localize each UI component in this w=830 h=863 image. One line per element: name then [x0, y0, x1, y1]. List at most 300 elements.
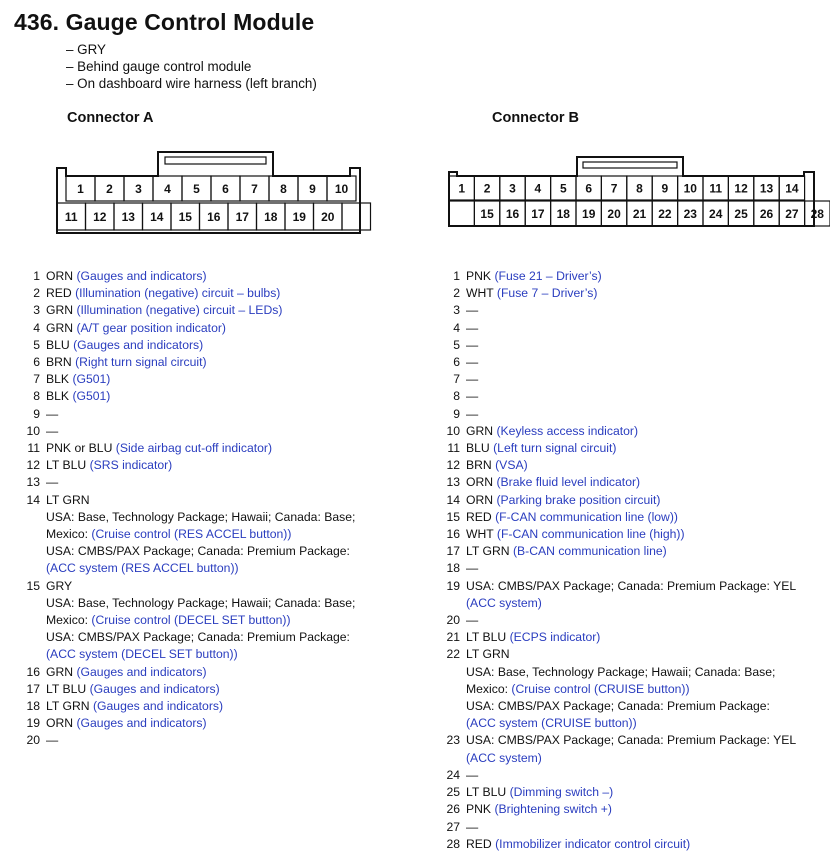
pin-line — [46, 354, 400, 371]
pin-entry — [20, 388, 400, 405]
pin-number: 2 — [33, 286, 40, 301]
wire-color: BLK — [46, 389, 70, 404]
wire-color: PNK or BLU — [46, 441, 113, 456]
pin-entry — [20, 492, 400, 578]
connector-a-pin-label: 7 — [251, 182, 258, 196]
wire-color: USA: Base, Technology Package; Hawaii; Canada: Base; — [46, 595, 356, 610]
circuit-description: (Dimming switch –) — [509, 785, 614, 800]
pin-line — [466, 732, 825, 749]
pin-entry — [440, 474, 825, 491]
connector-b-pin-label: 3 — [509, 181, 516, 196]
pin-number: 14 — [26, 492, 40, 507]
pin-entry — [20, 664, 400, 681]
pin-number: 12 — [446, 458, 460, 473]
pin-line — [466, 406, 825, 423]
wire-color: BRN — [466, 458, 492, 473]
wire-color: RED — [466, 836, 492, 851]
pin-number: 17 — [446, 544, 460, 559]
pin-number: 21 — [446, 630, 460, 645]
pin-number: 27 — [446, 819, 460, 834]
pin-line — [466, 440, 825, 457]
circuit-description: (A/T gear position indicator) — [76, 320, 226, 335]
pin-number: 9 — [453, 406, 460, 421]
pin-number: 16 — [446, 527, 460, 542]
pin-line — [46, 337, 400, 354]
wire-color: Mexico: — [466, 681, 508, 696]
pin-entry — [440, 767, 825, 784]
pin-number: 24 — [446, 767, 460, 782]
pin-number: 4 — [453, 320, 460, 335]
connector-a-pin-label: 2 — [106, 182, 113, 196]
wire-color: LT GRN — [46, 699, 90, 714]
wire-color: LT GRN — [466, 647, 510, 662]
pin-entry — [440, 543, 825, 560]
wire-color: — — [466, 819, 479, 834]
pin-entry — [440, 268, 825, 285]
pin-entry — [440, 732, 825, 766]
connector-b-pin-list — [440, 268, 825, 853]
pin-line — [46, 457, 400, 474]
wire-color: ORN — [466, 475, 494, 490]
circuit-description: (SRS indicator) — [89, 458, 173, 473]
pin-entry — [440, 406, 825, 423]
connector-b-pin-label: 14 — [785, 181, 799, 196]
circuit-description: (Cruise control (RES ACCEL button)) — [91, 527, 292, 542]
pin-line — [46, 388, 400, 405]
connector-b-pin-label: 27 — [785, 207, 799, 221]
circuit-description: (ACC system) — [466, 750, 542, 765]
wire-color: ORN — [466, 492, 494, 507]
wire-color: WHT — [466, 286, 494, 301]
connector-a-pin-list — [20, 268, 400, 750]
pin-line — [466, 836, 825, 853]
connector-b-blank-cavity — [449, 201, 474, 226]
pin-number: 18 — [446, 561, 460, 576]
wire-color: PNK — [466, 269, 492, 283]
info-line: – On dashboard wire harness (left branch) — [66, 75, 317, 91]
pin-line — [466, 784, 825, 801]
pin-line — [466, 457, 825, 474]
wire-color: GRY — [46, 578, 73, 593]
connector-b-latch — [583, 162, 677, 168]
circuit-description: (Gauges and indicators) — [76, 269, 207, 283]
pin-line — [466, 509, 825, 526]
pin-number: 11 — [447, 441, 460, 456]
pin-line — [46, 268, 400, 285]
pin-line — [46, 320, 400, 337]
wire-color: Mexico: — [46, 527, 88, 542]
connector-b-pin-label: 24 — [709, 207, 723, 221]
connector-b-pin-label: 22 — [658, 207, 672, 221]
wire-color: ORN — [46, 716, 74, 731]
wire-color: — — [466, 389, 479, 404]
pin-entry — [440, 285, 825, 302]
connector-b-pin-label: 10 — [683, 181, 697, 196]
pin-number: 3 — [453, 303, 460, 318]
circuit-description: (G501) — [72, 372, 111, 387]
pin-entry — [20, 732, 400, 749]
pin-number: 10 — [26, 423, 40, 438]
wire-color: WHT — [466, 527, 494, 542]
wire-color: USA: CMBS/PAX Package; Canada: Premium Package: YEL — [466, 578, 797, 593]
wire-color: USA: Base, Technology Package; Hawaii; Canada: Base; — [466, 664, 776, 679]
pin-line — [46, 732, 400, 749]
pin-number: 19 — [446, 578, 460, 593]
pin-line — [46, 578, 400, 595]
circuit-description: (Parking brake position circuit) — [496, 492, 661, 507]
pin-line — [466, 595, 825, 612]
pin-number: 15 — [446, 509, 460, 524]
pin-entry — [440, 836, 825, 853]
connector-a-pin-label: 16 — [207, 210, 221, 224]
connector-a-pin-label: 6 — [222, 182, 229, 196]
pin-number: 1 — [33, 269, 40, 283]
pin-entry — [440, 492, 825, 509]
pin-line — [46, 440, 400, 457]
connector-a-pin-label: 4 — [164, 182, 171, 196]
pin-entry — [20, 302, 400, 319]
pin-entry — [440, 801, 825, 818]
wire-color: PNK — [466, 802, 492, 817]
pin-number: 7 — [33, 372, 40, 387]
pin-number: 9 — [33, 406, 40, 421]
circuit-description: (VSA) — [495, 458, 528, 473]
pin-line — [466, 492, 825, 509]
circuit-description: (Left turn signal circuit) — [493, 441, 617, 456]
wire-color: — — [466, 767, 479, 782]
connector-b-pin-label: 11 — [709, 181, 723, 196]
pin-entry — [20, 423, 400, 440]
pin-number: 6 — [453, 355, 460, 370]
pin-line — [46, 698, 400, 715]
connector-a-pin-label: 17 — [235, 210, 249, 224]
circuit-description: (Brake fluid level indicator) — [496, 475, 641, 490]
pin-number: 22 — [446, 647, 460, 662]
connector-b-pin-label: 16 — [505, 207, 520, 221]
connector-a-pin-label: 20 — [321, 210, 335, 224]
wire-color: BRN — [46, 355, 72, 370]
connector-a-pin-label: 14 — [150, 210, 164, 224]
pin-entry — [440, 629, 825, 646]
connector-b-pin-label: 23 — [683, 207, 697, 221]
wire-color: BLU — [466, 441, 490, 456]
pin-line — [46, 646, 400, 663]
pin-entry — [20, 457, 400, 474]
pin-entry — [20, 715, 400, 732]
connector-b-pin-label: 7 — [610, 181, 618, 196]
circuit-description: (B-CAN communication line) — [512, 544, 667, 559]
wire-color: — — [466, 406, 479, 421]
wire-color: ORN — [46, 269, 74, 283]
wire-color: LT BLU — [466, 785, 507, 800]
wire-color: — — [466, 372, 479, 387]
pin-entry — [440, 423, 825, 440]
info-line: – Behind gauge control module — [66, 58, 252, 74]
connector-a-pin-label: 13 — [121, 210, 135, 224]
pin-line — [46, 715, 400, 732]
connector-b-pin-label: 28 — [810, 207, 824, 221]
wire-color: Mexico: — [46, 613, 88, 628]
wire-color: LT GRN — [46, 492, 90, 507]
connector-a-pin-label: 12 — [93, 210, 107, 224]
pin-line — [46, 629, 400, 646]
pin-number: 10 — [446, 423, 460, 438]
connector-b-pin-label: 8 — [636, 181, 643, 196]
pin-line — [466, 629, 825, 646]
pin-line — [466, 371, 825, 388]
circuit-description: (ACC system (CRUISE button)) — [466, 716, 637, 731]
pin-number: 8 — [453, 389, 460, 404]
pin-line — [466, 543, 825, 560]
wire-color: — — [466, 320, 479, 335]
circuit-description: (G501) — [72, 389, 111, 404]
pin-number: 17 — [26, 681, 40, 696]
pin-number: 7 — [453, 372, 460, 387]
wire-color: — — [466, 337, 479, 352]
wire-color: USA: CMBS/PAX Package; Canada: Premium Package: — [466, 699, 770, 714]
wire-color: — — [466, 561, 479, 576]
page-title: 436. Gauge Control Module — [14, 9, 315, 35]
pin-entry — [20, 406, 400, 423]
connector-b-pin-label: 25 — [734, 207, 748, 221]
circuit-description: (Fuse 21 – Driver’s) — [494, 269, 602, 283]
wire-color: LT BLU — [46, 681, 87, 696]
pin-line — [466, 612, 825, 629]
pin-line — [46, 543, 400, 560]
wire-color: — — [46, 733, 59, 748]
connector-b-pin-label: 19 — [582, 207, 596, 221]
pin-entry — [440, 371, 825, 388]
pin-number: 15 — [26, 578, 40, 593]
pin-entry — [440, 784, 825, 801]
pin-number: 2 — [453, 286, 460, 301]
pin-line — [466, 715, 825, 732]
pin-entry — [440, 302, 825, 319]
pin-line — [46, 423, 400, 440]
pin-line — [46, 509, 400, 526]
pin-entry — [20, 354, 400, 371]
pin-entry — [440, 509, 825, 526]
pin-entry — [440, 320, 825, 337]
wire-color: GRN — [466, 423, 494, 438]
circuit-description: (Keyless access indicator) — [496, 423, 639, 438]
pin-entry — [20, 681, 400, 698]
pin-entry — [20, 268, 400, 285]
circuit-description: (Immobilizer indicator control circuit) — [495, 836, 691, 851]
pin-number: 13 — [446, 475, 460, 490]
info-line: – GRY — [66, 42, 106, 57]
pin-entry — [440, 526, 825, 543]
wire-color: USA: CMBS/PAX Package; Canada: Premium Package: — [46, 544, 350, 559]
circuit-description: (Gauges and indicators) — [76, 716, 207, 731]
connector-a-pin-label: 10 — [334, 182, 349, 196]
pin-line — [46, 526, 400, 543]
circuit-description: (Cruise control (DECEL SET button)) — [91, 613, 291, 628]
pin-entry — [440, 440, 825, 457]
wire-color: GRN — [46, 320, 74, 335]
circuit-description: (Gauges and indicators) — [76, 664, 207, 679]
pin-line — [466, 646, 825, 663]
pin-number: 13 — [26, 475, 40, 490]
circuit-description: (Gauges and indicators) — [73, 337, 204, 352]
connector-b-pin-label: 26 — [759, 207, 774, 221]
pin-line — [466, 664, 825, 681]
wire-color: USA: Base, Technology Package; Hawaii; Canada: Base; — [46, 509, 356, 524]
connector-b-pin-label: 9 — [661, 181, 669, 196]
connector-a-pin-label: 19 — [292, 210, 306, 224]
connector-b-title: Connector B — [492, 110, 579, 126]
connector-b-pin-label: 2 — [483, 181, 491, 196]
pin-line — [466, 474, 825, 491]
connector-a-pin-label: 3 — [135, 182, 142, 196]
pin-number: 20 — [446, 613, 460, 628]
pin-line — [46, 474, 400, 491]
pin-entry — [440, 612, 825, 629]
pin-line — [466, 560, 825, 577]
wire-color: GRN — [46, 664, 74, 679]
circuit-description: (Illumination (negative) circuit – LEDs) — [76, 303, 283, 318]
connector-a-diagram — [57, 152, 371, 233]
wire-color: BLK — [46, 372, 70, 387]
wire-color: RED — [46, 286, 72, 301]
wire-color: — — [46, 423, 59, 438]
wire-color: GRN — [46, 303, 74, 318]
wire-color: LT BLU — [466, 630, 507, 645]
connector-a-pin-label: 5 — [193, 182, 200, 196]
pin-number: 23 — [446, 733, 460, 748]
pin-number: 16 — [26, 664, 40, 679]
wire-color: USA: CMBS/PAX Package; Canada: Premium Package: YEL — [466, 733, 797, 748]
wire-color: — — [46, 406, 59, 421]
pin-line — [466, 354, 825, 371]
connector-b-pin-label: 4 — [534, 181, 542, 196]
connector-b-pin-label: 20 — [607, 207, 621, 221]
pin-entry — [20, 320, 400, 337]
pin-number: 18 — [26, 699, 40, 714]
pin-line — [466, 320, 825, 337]
pin-line — [46, 406, 400, 423]
circuit-description: (Right turn signal circuit) — [75, 355, 207, 370]
wire-color: USA: CMBS/PAX Package; Canada: Premium Package: — [46, 630, 350, 645]
connector-a-pin-label: 8 — [280, 182, 287, 196]
circuit-description: (Brightening switch +) — [494, 802, 612, 817]
wire-color: — — [466, 303, 479, 318]
pin-line — [466, 681, 825, 698]
circuit-description: (Cruise control (CRUISE button)) — [511, 681, 690, 696]
pin-entry — [20, 578, 400, 664]
pin-line — [466, 750, 825, 767]
pin-entry — [440, 646, 825, 732]
circuit-description: (ECPS indicator) — [509, 630, 601, 645]
wire-color: RED — [466, 509, 492, 524]
pin-number: 25 — [446, 785, 460, 800]
pin-line — [46, 492, 400, 509]
pin-number: 5 — [453, 337, 460, 352]
pin-line — [46, 612, 400, 629]
pin-number: 6 — [33, 355, 40, 370]
wire-color: — — [46, 475, 59, 490]
pin-line — [466, 268, 825, 285]
connector-b-pin-label: 12 — [734, 181, 748, 196]
pin-entry — [20, 474, 400, 491]
pin-number: 11 — [27, 441, 40, 456]
wire-color: LT BLU — [46, 458, 87, 473]
connector-b-diagram — [449, 157, 830, 226]
connector-b-pin-label: 1 — [458, 181, 466, 196]
connector-b-pin-label: 17 — [531, 207, 545, 221]
connector-b-pin-label: 13 — [759, 181, 774, 196]
pin-line — [46, 302, 400, 319]
pin-line — [466, 526, 825, 543]
pin-number: 8 — [33, 389, 40, 404]
pin-number: 20 — [26, 733, 40, 748]
connector-b-pin-label: 18 — [556, 207, 570, 221]
connector-a-pin-label: 15 — [178, 210, 192, 224]
pin-number: 14 — [446, 492, 460, 507]
pin-entry — [440, 578, 825, 612]
connector-b-pin-label: 21 — [632, 207, 647, 221]
pin-number: 4 — [33, 320, 40, 335]
pin-entry — [20, 337, 400, 354]
pin-number: 3 — [33, 303, 40, 318]
wire-color: — — [466, 355, 479, 370]
pin-entry — [20, 371, 400, 388]
wire-color: — — [466, 613, 479, 628]
pin-entry — [440, 337, 825, 354]
pin-line — [466, 285, 825, 302]
pin-line — [46, 681, 400, 698]
pin-number: 12 — [26, 458, 40, 473]
connector-b-pin-label: 6 — [585, 181, 593, 196]
pin-entry — [20, 440, 400, 457]
connector-a-pin-label: 1 — [77, 182, 84, 196]
circuit-description: (ACC system (RES ACCEL button)) — [46, 561, 239, 576]
pin-number: 5 — [33, 337, 40, 352]
pin-entry — [440, 560, 825, 577]
wire-color: LT GRN — [466, 544, 510, 559]
pin-line — [466, 767, 825, 784]
pin-line — [46, 371, 400, 388]
pin-line — [466, 423, 825, 440]
pin-line — [466, 801, 825, 818]
connector-a-blank-cavity — [342, 203, 371, 230]
pin-line — [466, 388, 825, 405]
pin-entry — [20, 285, 400, 302]
connector-a-pin-label: 9 — [309, 182, 316, 196]
circuit-description: (F-CAN communication line (high)) — [496, 527, 685, 542]
pin-line — [466, 819, 825, 836]
pin-line — [466, 698, 825, 715]
pin-line — [466, 578, 825, 595]
pin-line — [46, 285, 400, 302]
pin-line — [466, 337, 825, 354]
pin-entry — [440, 354, 825, 371]
connector-b-pin-label: 5 — [559, 181, 567, 196]
circuit-description: (Gauges and indicators) — [92, 699, 224, 714]
circuit-description: (F-CAN communication line (low)) — [495, 509, 678, 524]
pin-entry — [440, 457, 825, 474]
pin-line — [46, 595, 400, 612]
connector-b-pin-label: 15 — [480, 207, 494, 221]
connector-a-pin-label: 18 — [264, 210, 278, 224]
pin-number: 26 — [446, 802, 460, 817]
pin-line — [46, 664, 400, 681]
pin-number: 1 — [453, 269, 460, 283]
connector-a-pin-label: 11 — [64, 210, 78, 224]
pin-number: 19 — [26, 716, 40, 731]
pin-entry — [440, 388, 825, 405]
circuit-description: (ACC system) — [466, 595, 542, 610]
